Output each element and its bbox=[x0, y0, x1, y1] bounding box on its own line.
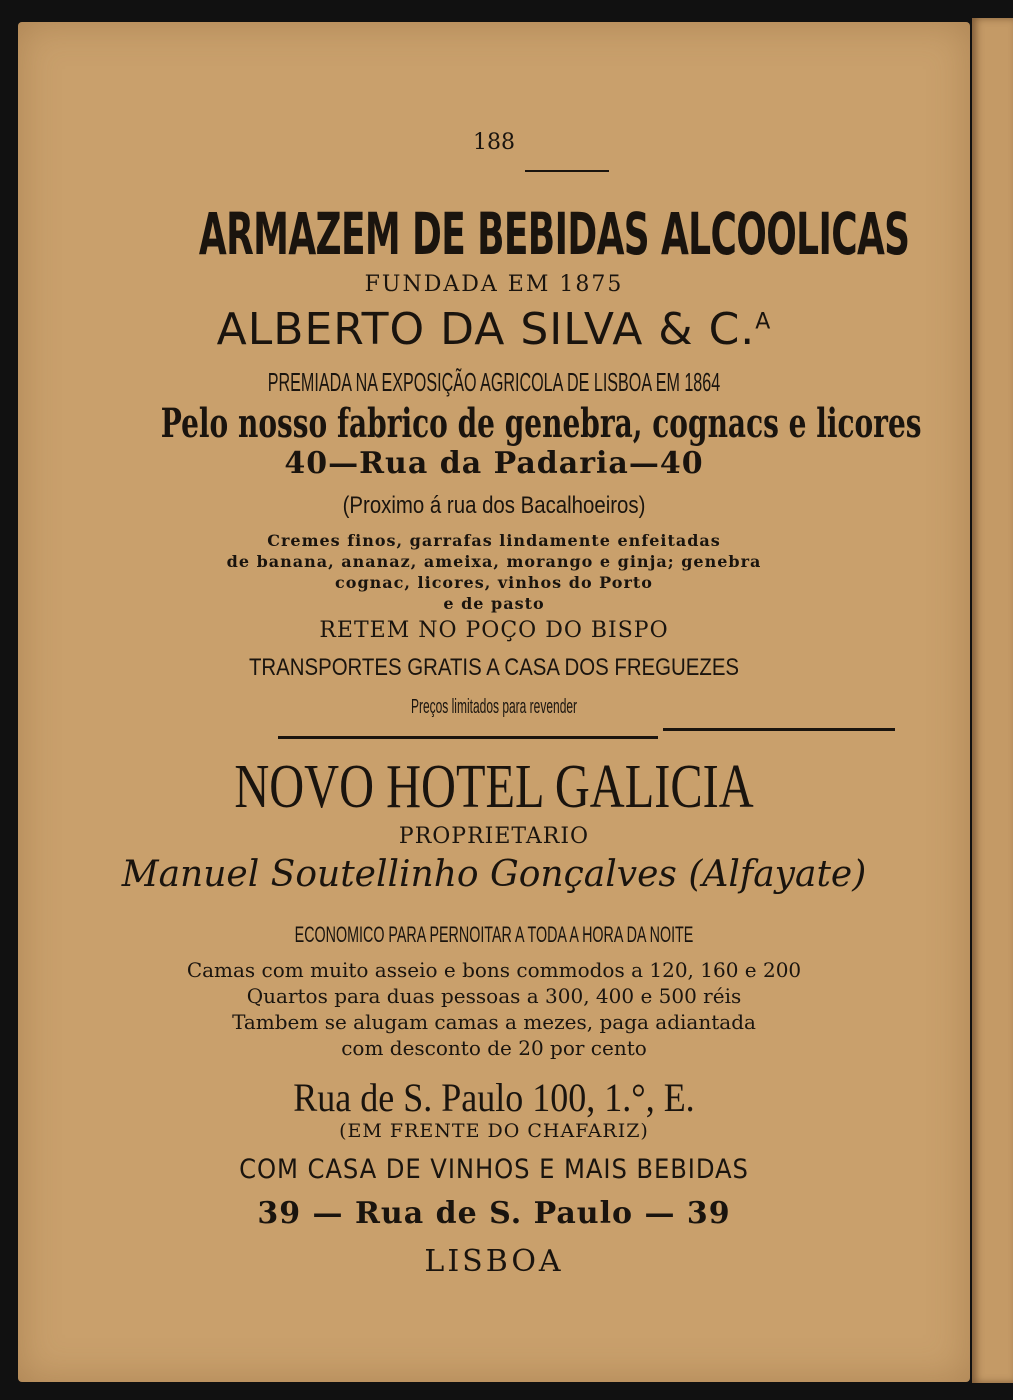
ad2-title: NOVO HOTEL GALICIA bbox=[234, 753, 754, 821]
ad2-rate-line: Tambem se alugam camas a mezes, paga adiantada bbox=[232, 1010, 756, 1034]
ad2-owner-label: PROPRIETARIO bbox=[398, 824, 590, 849]
ad1-firm-suffix: A bbox=[755, 309, 772, 335]
section-divider-left bbox=[278, 736, 658, 739]
ad2-rate-line: com desconto de 20 por cento bbox=[341, 1036, 647, 1060]
section-divider-right bbox=[663, 728, 895, 731]
ad1-products-line: Pelo nosso fabrico de genebra, cognacs e licores bbox=[160, 400, 922, 447]
ad1-description bbox=[18, 530, 970, 614]
ad2-owner-name: Manuel Soutellinho Gonçalves (Alfayate) bbox=[121, 854, 867, 895]
ad1-description-line: de banana, ananaz, ameixa, morango e ginja; genebra bbox=[226, 552, 762, 571]
ad1-retem: RETEM NO POÇO DO BISPO bbox=[319, 618, 669, 643]
ad1-description-line: e de pasto bbox=[443, 594, 545, 613]
ad2-extra-address: 39 — Rua de S. Paulo — 39 bbox=[257, 1196, 731, 1231]
ad2-extra: COM CASA DE VINHOS E MAIS BEBIDAS bbox=[239, 1154, 749, 1185]
book-page bbox=[18, 22, 970, 1382]
ad1-firm-name-text: ALBERTO DA SILVA & C. bbox=[216, 304, 756, 355]
adjacent-page-edge bbox=[972, 18, 1013, 1383]
ad1-title: ARMAZEM DE BEBIDAS ALCOOLICAS bbox=[198, 200, 910, 268]
ad1-prices: Preços limitados para revender bbox=[410, 696, 578, 718]
ad2-city: LISBOA bbox=[424, 1244, 564, 1279]
ad2-address: Rua de S. Paulo 100, 1.°, E. bbox=[293, 1075, 695, 1120]
ad1-founded: FUNDADA EM 1875 bbox=[364, 272, 624, 297]
page-number: 188 bbox=[473, 130, 515, 155]
ad1-firm-name bbox=[18, 304, 970, 355]
ad2-landmark: (EM FRENTE DO CHAFARIZ) bbox=[339, 1120, 649, 1142]
ad1-landmark: (Proximo á rua dos Bacalhoeiros) bbox=[342, 492, 646, 519]
ad1-description-line: cognac, licores, vinhos do Porto bbox=[335, 573, 653, 592]
ad2-rate-line: Camas com muito asseio e bons commodos a 120, 160 e 200 bbox=[186, 958, 802, 982]
page-number-rule bbox=[525, 170, 609, 172]
ad2-rate-line: Quartos para duas pessoas a 300, 400 e 500 réis bbox=[246, 984, 742, 1008]
ad2-tagline: ECONOMICO PARA PERNOITAR A TODA A HORA DA NOITE bbox=[294, 922, 694, 947]
ad1-description-line: Cremes finos, garrafas lindamente enfeitadas bbox=[267, 531, 721, 550]
ad1-transport: TRANSPORTES GRATIS A CASA DOS FREGUEZES bbox=[248, 654, 740, 681]
ad2-rates bbox=[18, 957, 970, 1061]
ad1-address: 40—Rua da Padaria—40 bbox=[284, 446, 704, 481]
ad1-award: PREMIADA NA EXPOSIÇÃO AGRICOLA DE LISBOA EM 1864 bbox=[267, 367, 721, 397]
